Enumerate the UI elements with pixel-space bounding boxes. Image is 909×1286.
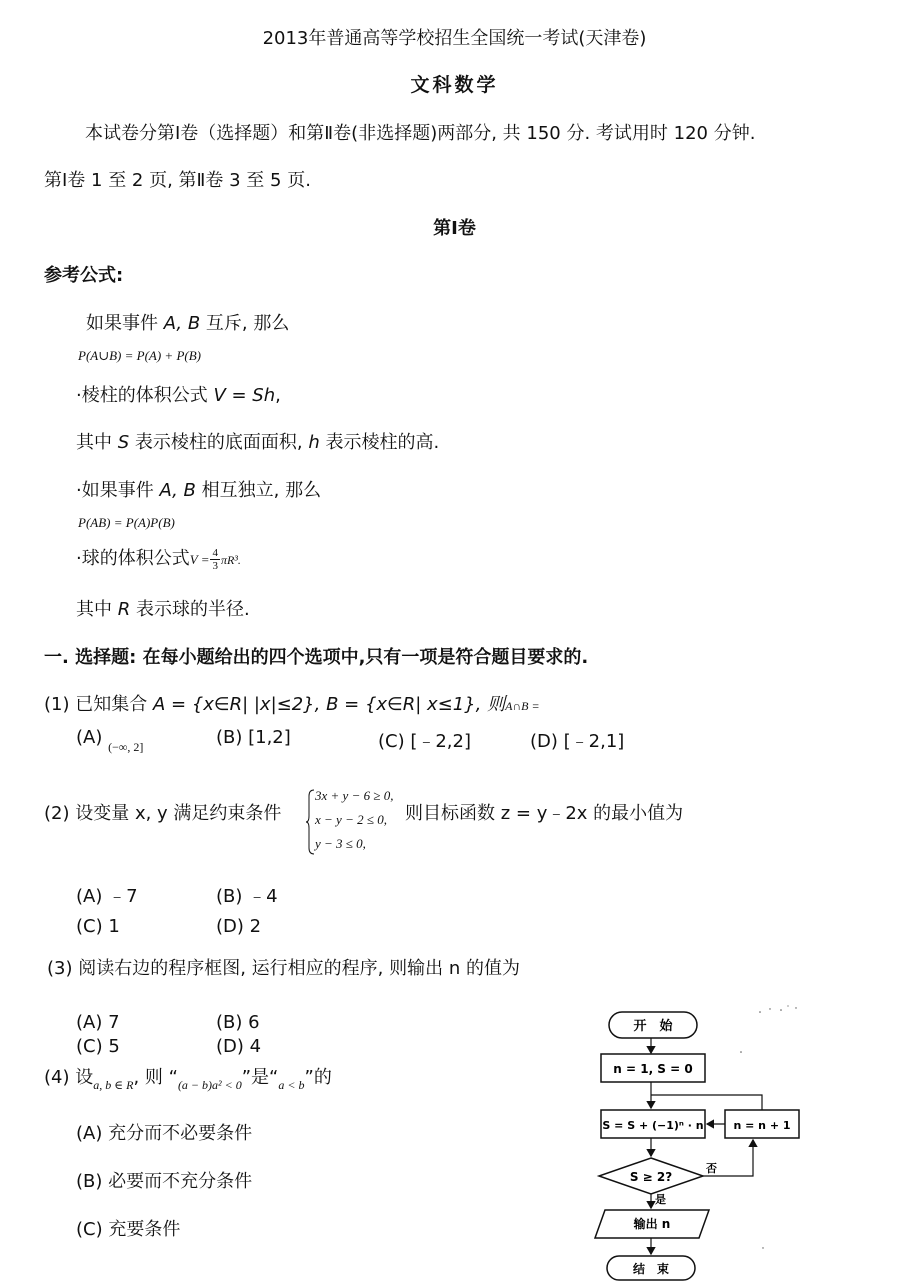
flow-condition-label: S ≥ 2? [629,1170,673,1184]
flow-update-label: S = S + (−1)ⁿ · n [602,1119,704,1132]
flow-init-label: n = 1, S = 0 [613,1062,693,1076]
formula-3-b: 表示棱柱的底面面积, [129,432,309,453]
flow-output-label: 输出 n [633,1217,671,1231]
program-flowchart [585,1000,815,1286]
left-brace-icon [305,788,315,856]
part-1-title: 一. 选择题: 在每小题给出的四个选项中,只有一项是符合题目要求的. [44,647,589,668]
formula-1-text [86,309,289,335]
formula-5-pre: ·球的体积公式 [76,548,190,569]
formula-5-fraction [210,547,220,572]
formula-3-s: S [117,432,130,453]
formula-5-rhs: πR³. [220,553,241,567]
flow-yes-label: 是 [655,1193,666,1206]
formula-6-text [76,595,250,621]
fraction-denominator: 3 [212,559,218,572]
question-4-option-c: (C) 充要条件 [76,1219,181,1240]
flow-end-label: 结 束 [632,1262,670,1276]
question-4-option-a: (A) 充分而不必要条件 [76,1123,253,1144]
formula-6-b: 表示球的半径. [130,599,250,620]
flow-start-label: 开 始 [633,1019,673,1034]
question-4-mid-1: , 则 “ [133,1067,178,1088]
question-2-option-c: (C) 1 [76,916,120,937]
formula-2-pre: ·棱柱的体积公式 [76,385,214,406]
formula-5-text [76,544,241,572]
formula-6-r: R [117,599,131,620]
question-4-stem [44,1063,332,1092]
formula-1-post: 互斥, 那么 [200,313,290,334]
formula-2-post: , [275,385,281,406]
question-3-option-b: (B) 6 [216,1012,260,1033]
constraint-3: y − 3 ≤ 0, [315,836,366,851]
formula-3-text [76,428,439,454]
question-2-option-d: (D) 2 [216,916,262,937]
question-3-stem: (3) 阅读右边的程序框图, 运行相应的程序, 则输出 n 的值为 [47,958,520,979]
question-2-option-a: (A) ﹣7 [76,886,138,907]
question-4-stem-pre: (4) 设 [44,1067,94,1088]
formula-1-vars: A, B [163,313,201,334]
formula-2-expression: V = Sh [213,385,276,406]
question-1-option-d: (D) [﹣2,1] [530,731,625,752]
question-3-option-a: (A) 7 [76,1012,120,1033]
question-1-option-b: (B) [1,2] [216,727,291,748]
question-2-stem-pre: (2) 设变量 x, y 满足约束条件 [44,803,282,824]
intro-line-2: 第Ⅰ卷 1 至 2 页, 第Ⅱ卷 3 至 5 页. [44,170,311,191]
question-1-option-a [76,727,144,754]
formula-4-pre: ·如果事件 [76,480,160,501]
subject-title: 文科数学 [410,74,499,96]
question-4-option-b: (B) 必要而不充分条件 [76,1171,253,1192]
question-1-stem-pre: (1) 已知集合 [44,694,153,715]
flow-no-label: 否 [706,1162,717,1175]
constraint-system [305,788,405,856]
question-4-formula-1: (a − b)a² < 0 [177,1078,242,1092]
question-1-formula: A∩B = [505,699,540,713]
exam-title: 2013年普通高等学校招生全国统一考试(天津卷) [262,28,647,49]
formula-6-a: 其中 [76,599,118,620]
formula-2-text [76,381,281,407]
question-4-vars: a, b ∈ R [93,1078,134,1092]
formulas-heading: 参考公式: [44,265,124,286]
question-3-option-d: (D) 4 [216,1036,262,1057]
question-2-stem-post: 则目标函数 z = y﹣2x 的最小值为 [405,803,684,824]
question-2-option-b: (B) ﹣4 [216,886,278,907]
formula-4-vars: A, B [159,480,196,501]
formula-3-a: 其中 [76,432,118,453]
flow-increment-label: n = n + 1 [733,1119,791,1132]
question-4-stem-post: ”的 [304,1067,332,1088]
formula-1-pre: 如果事件 [86,313,164,334]
question-4-formula-2: a < b [278,1078,305,1092]
fraction-numerator: 4 [212,546,218,559]
formula-1-expression: P(A∪B) = P(A) + P(B) [78,348,201,363]
formula-4-expression: P(AB) = P(A)P(B) [78,515,175,530]
formula-3-c: 表示棱柱的高. [319,432,440,453]
question-1-sets: A = {x∈R| |x|≤2}, B = {x∈R| x≤1}, 则 [152,694,506,715]
flow-loop-line [651,1095,762,1110]
question-4-mid-2: ”是“ [241,1067,279,1088]
question-1-option-c: (C) [﹣2,2] [378,731,472,752]
intro-line-1: 本试卷分第Ⅰ卷（选择题）和第Ⅱ卷(非选择题)两部分, 共 150 分. 考试用时 120 分钟. [85,123,756,144]
section-title: 第Ⅰ卷 [433,218,476,239]
constraint-1: 3x + y − 6 ≥ 0, [315,788,394,803]
formula-5-lhs: V = [189,552,210,567]
formula-4-post: 相互独立, 那么 [195,480,322,501]
constraint-2: x − y − 2 ≤ 0, [315,812,387,827]
formula-4-text [76,476,321,502]
option-a-value: (−∞, 2] [108,740,144,754]
option-a-label: (A) [76,727,103,748]
question-3-option-c: (C) 5 [76,1036,120,1057]
formula-3-h: h [308,432,320,453]
question-1-stem [44,690,540,716]
